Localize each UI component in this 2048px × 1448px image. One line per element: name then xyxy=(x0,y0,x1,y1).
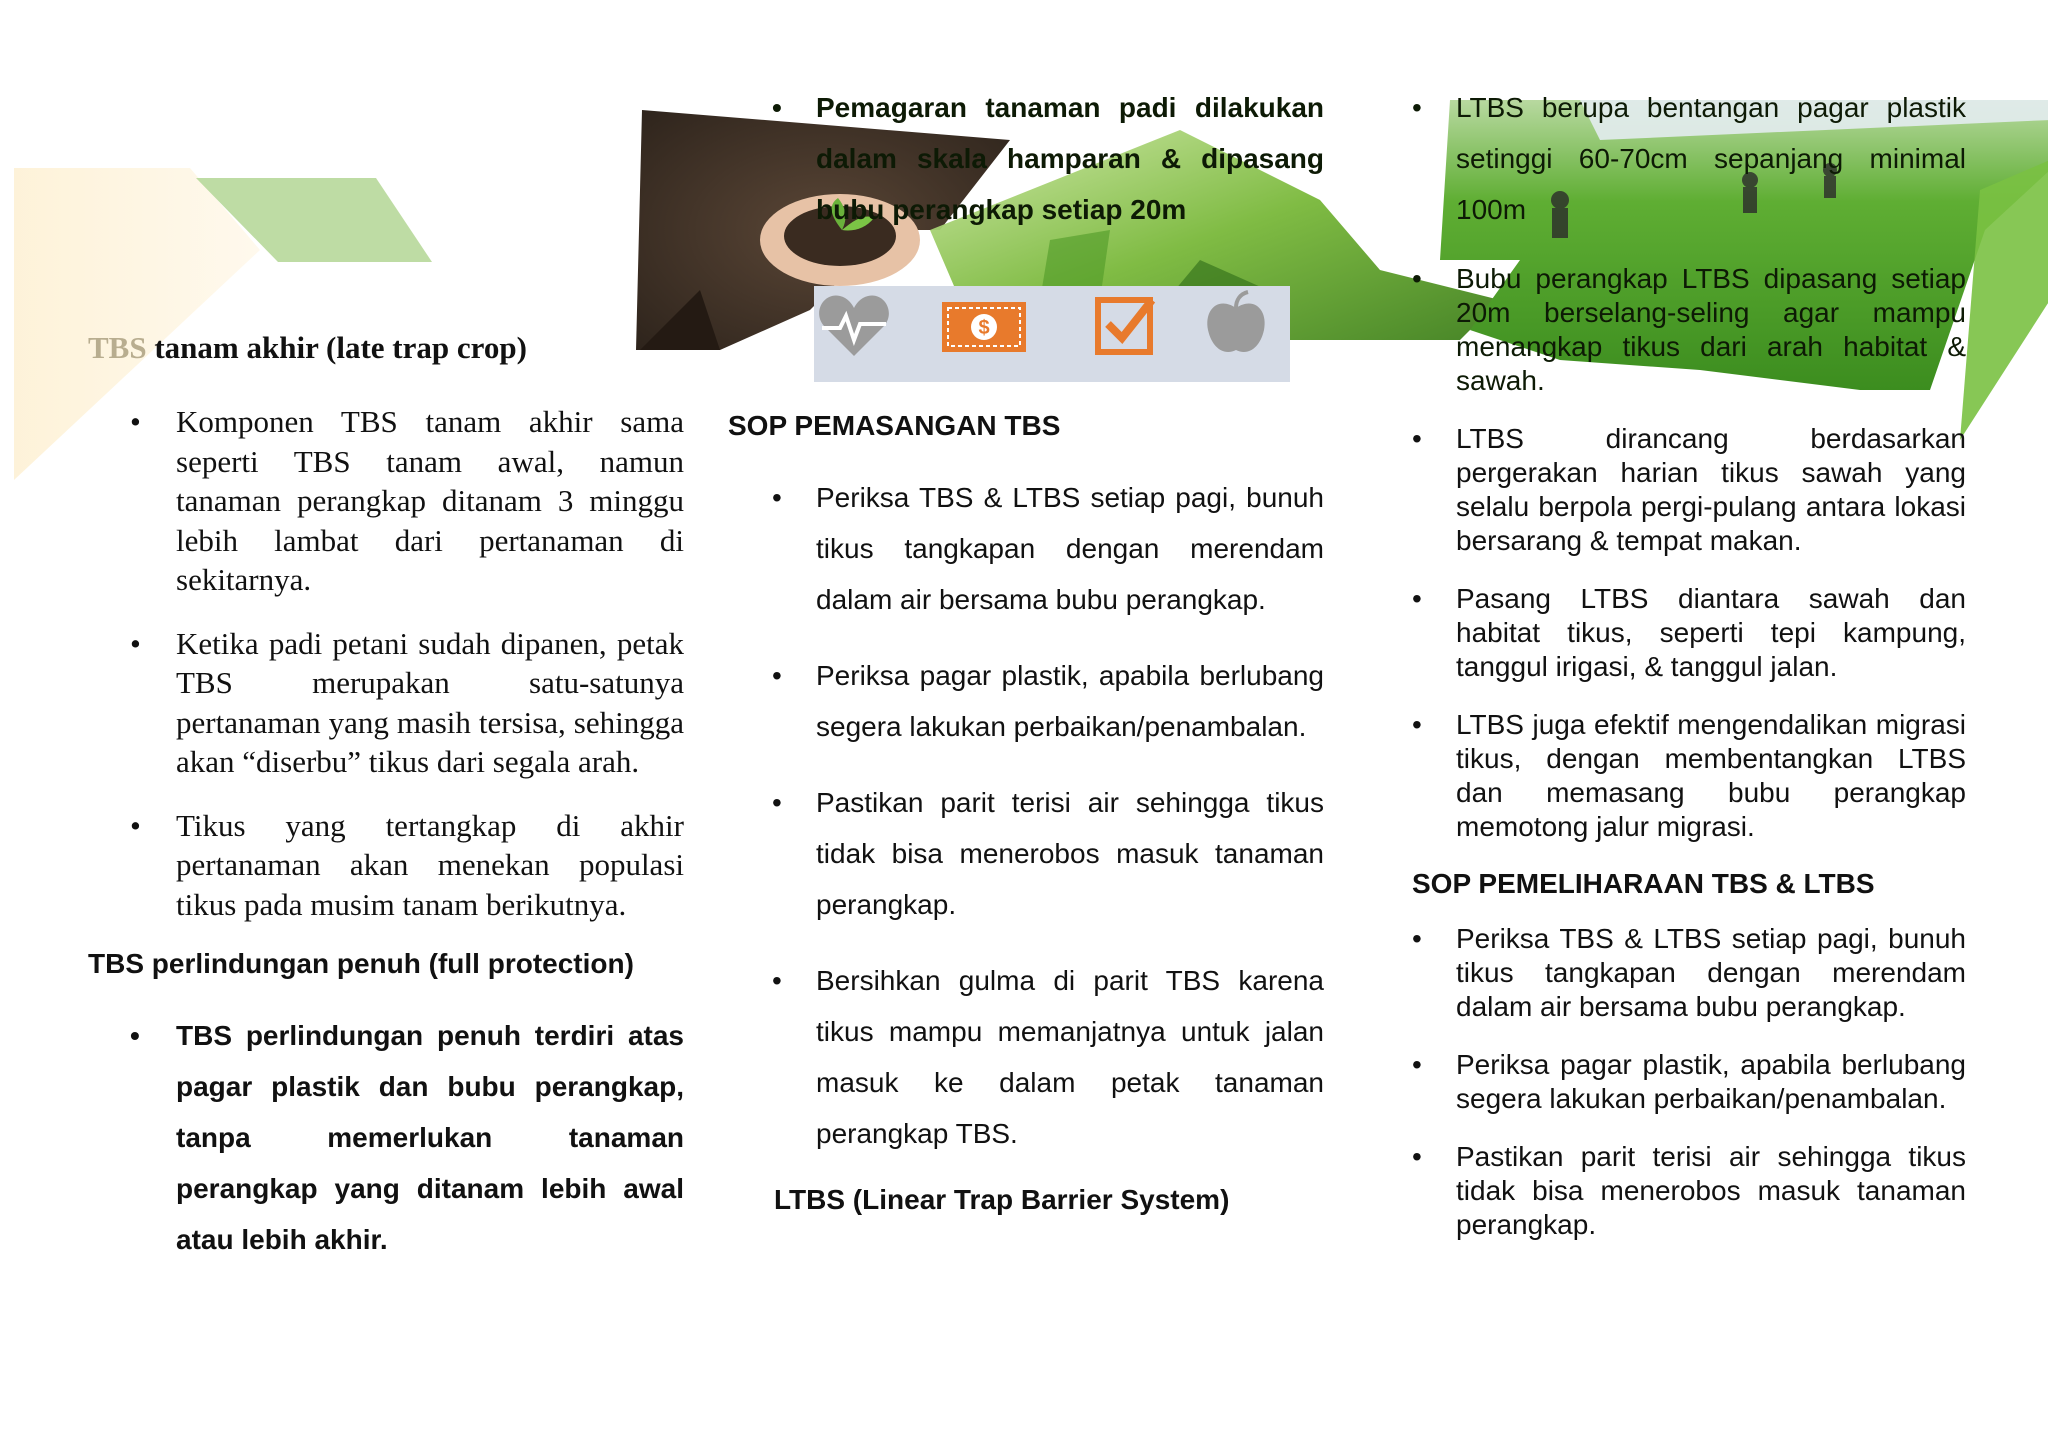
list-item: • Periksa pagar plastik, apabila berlubang segera lakukan perbaikan/penambalan. xyxy=(1412,1048,1966,1116)
title-rest: tanam akhir (late trap crop) xyxy=(146,330,527,365)
sop-pemasangan-list xyxy=(728,472,1324,1159)
column-2 xyxy=(728,410,1324,1216)
fencing-list xyxy=(772,82,1324,235)
svg-text:$: $ xyxy=(978,317,990,339)
section-title-late-trap-crop xyxy=(88,330,684,366)
section-title-full-protection: TBS perlindungan penuh (full protection) xyxy=(88,948,634,979)
sop-pemeliharaan-list xyxy=(1412,922,1966,1242)
column-1 xyxy=(88,330,684,1265)
list-item: • LTBS dirancang berdasarkan pergerakan harian tikus sawah yang selalu berpola pergi-pulang antara lokasi bersarang & tempat makan. xyxy=(1412,422,1966,558)
list-item: • Periksa TBS & LTBS setiap pagi, bunuh tikus tangkapan dengan merendam dalam air bersama bubu perangkap. xyxy=(1412,922,1966,1024)
list-item: • LTBS berupa bentangan pagar plastik setinggi 60-70cm sepanjang minimal 100m xyxy=(1412,82,1966,235)
money-icon xyxy=(940,300,1028,354)
list-item: • Tikus yang tertangkap di akhir pertanaman akan menekan populasi tikus pada musim tanam berikutnya. xyxy=(88,806,684,925)
checkbox-icon xyxy=(1094,292,1158,356)
full-protection-list xyxy=(88,1010,684,1265)
title-prefix: TBS xyxy=(88,330,147,365)
list-item: • Pastikan parit terisi air sehingga tikus tidak bisa menerobos masuk tanaman perangkap. xyxy=(1412,1140,1966,1242)
list-item: • TBS perlindungan penuh terdiri atas pagar plastik dan bubu perangkap, tanpa memerlukan tanaman perangkap yang ditanam lebih awal atau lebih akhir. xyxy=(88,1010,684,1265)
list-item: • Pemagaran tanaman padi dilakukan dalam skala hamparan & dipasang bubu perangkap setiap 20m xyxy=(772,82,1324,235)
column-2-top xyxy=(772,82,1324,235)
section-title-sop-pemeliharaan: SOP PEMELIHARAAN TBS & LTBS xyxy=(1412,868,1875,899)
late-trap-crop-list xyxy=(88,402,684,924)
column-3 xyxy=(1412,262,1966,1266)
list-item: • Periksa TBS & LTBS setiap pagi, bunuh tikus tangkapan dengan merendam dalam air bersama bubu perangkap. xyxy=(728,472,1324,625)
list-item: • Pastikan parit terisi air sehingga tikus tidak bisa menerobos masuk tanaman perangkap. xyxy=(728,777,1324,930)
icon-row xyxy=(814,282,1290,382)
column-3-top xyxy=(1412,82,1966,235)
list-item: • Komponen TBS tanam akhir sama seperti TBS tanam awal, namun tanaman perangkap ditanam 3 minggu lebih lambat dari pertanaman di sekitarnya. xyxy=(88,402,684,600)
list-item: • Bubu perangkap LTBS dipasang setiap 20m berselang-seling agar mampu menangkap tikus dari arah habitat & sawah. xyxy=(1412,262,1966,398)
heart-pulse-icon xyxy=(814,284,894,364)
section-title-sop-pemasangan: SOP PEMASANGAN TBS xyxy=(728,410,1061,441)
ltbs-list xyxy=(1412,262,1966,844)
list-item: • LTBS juga efektif mengendalikan migrasi tikus, dengan membentangkan LTBS dan memasang bubu perangkap memotong jalur migrasi. xyxy=(1412,708,1966,844)
ltbs-intro-list xyxy=(1412,82,1966,235)
list-item: • Periksa pagar plastik, apabila berlubang segera lakukan perbaikan/penambalan. xyxy=(728,650,1324,752)
list-item: • Bersihkan gulma di parit TBS karena tikus mampu memanjatnya untuk jalan masuk ke dalam petak tanaman perangkap TBS. xyxy=(728,955,1324,1159)
section-title-ltbs: LTBS (Linear Trap Barrier System) xyxy=(774,1184,1230,1215)
apple-icon xyxy=(1204,288,1268,358)
list-item: • Ketika padi petani sudah dipanen, petak TBS merupakan satu-satunya pertanaman yang masih tersisa, sehingga akan “diserbu” tikus dari segala arah. xyxy=(88,624,684,782)
list-item: • Pasang LTBS diantara sawah dan habitat tikus, seperti tepi kampung, tanggul irigasi, & tanggul jalan. xyxy=(1412,582,1966,684)
